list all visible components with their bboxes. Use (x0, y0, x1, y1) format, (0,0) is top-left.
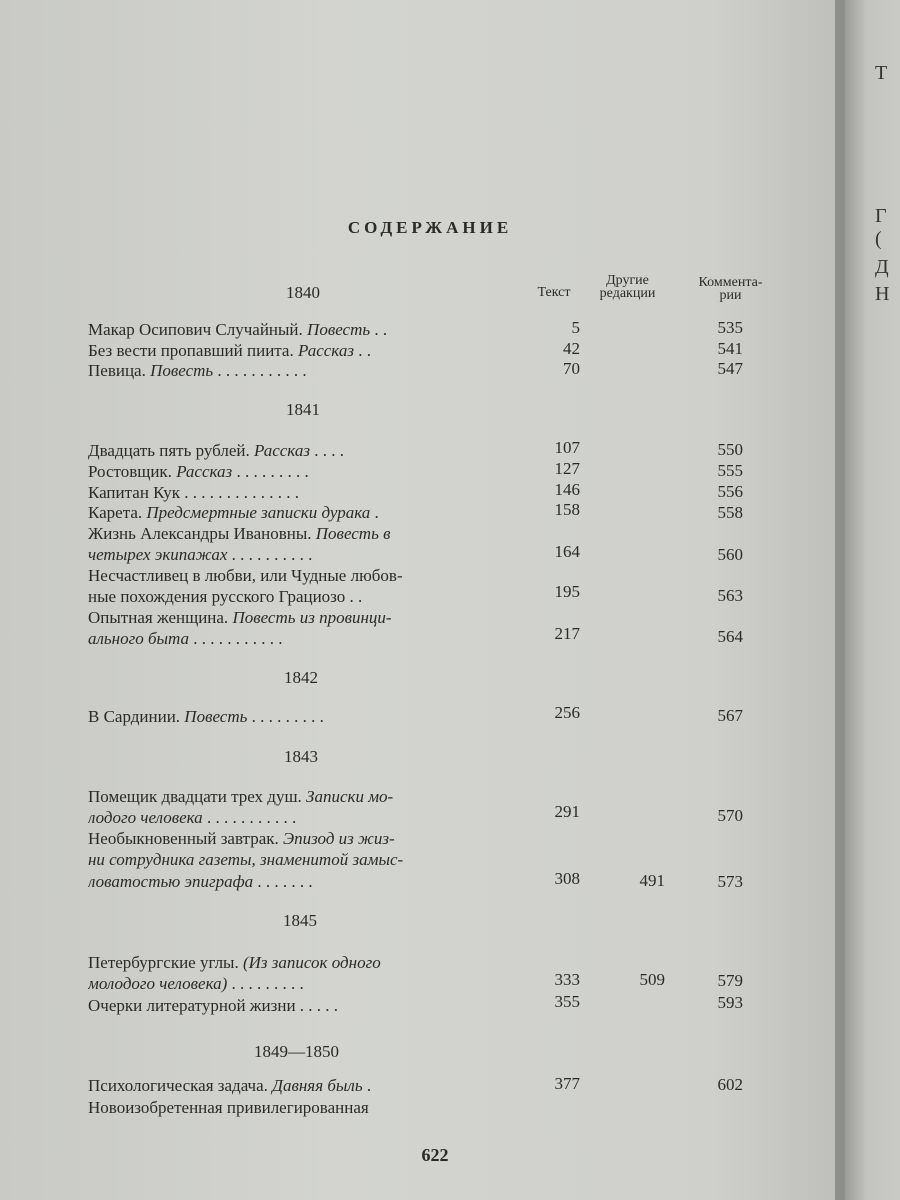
adjacent-page-edge (845, 0, 900, 1200)
comment-page-number: 573 (717, 872, 743, 891)
column-header-comments (678, 276, 783, 302)
page-number: 622 (421, 1145, 449, 1165)
comment-page-number: 550 (717, 440, 743, 459)
comment-page-number: 547 (717, 359, 743, 378)
comment-page-number: 602 (717, 1075, 743, 1094)
comment-page-number: 593 (717, 993, 743, 1012)
comment-page-number: 570 (717, 806, 743, 825)
other-edition-page-number: 509 (639, 970, 665, 989)
text-page-number: 158 (554, 500, 580, 519)
text-page-number: 42 (563, 339, 580, 358)
toc-entry-line: Певица. Повесть . . . . . . . . . . . (88, 361, 307, 380)
text-page-number: 107 (554, 438, 580, 457)
year-heading: 1842 (284, 668, 318, 687)
toc-entry-line: ные похождения русского Грациозо . . (88, 587, 363, 606)
year-heading: 1845 (283, 911, 317, 930)
comment-page-number: 579 (717, 971, 743, 990)
adjacent-page-fragment: Т (875, 62, 888, 84)
toc-entry-line: Опытная женщина. Повесть из провинци- (88, 608, 392, 627)
toc-entry-line: Очерки литературной жизни . . . . . (88, 996, 339, 1015)
adjacent-page-fragment: Н (875, 283, 890, 305)
text-page-number: 146 (554, 480, 580, 499)
toc-entry-line: Новоизобретенная привилегированная (88, 1098, 369, 1117)
adjacent-page-fragment: Г (875, 205, 887, 227)
comment-page-number: 560 (717, 545, 743, 564)
comment-page-number: 564 (717, 627, 743, 646)
year-heading: 1843 (284, 747, 318, 766)
toc-entry-line: В Сардинии. Повесть . . . . . . . . . (88, 707, 324, 726)
comment-page-number: 541 (717, 339, 743, 358)
adjacent-page-fragment: ( (875, 228, 882, 250)
toc-entry-line: Петербургские углы. (Из записок одного (88, 953, 381, 972)
text-page-number: 164 (554, 542, 580, 561)
text-page-number: 195 (554, 582, 580, 601)
other-edition-page-number: 491 (639, 871, 665, 890)
comment-page-number: 567 (717, 706, 743, 725)
column-header-text (528, 286, 580, 299)
column-header-other-editions (585, 274, 670, 300)
toc-entry-line: молодого человека) . . . . . . . . . (88, 974, 304, 993)
year-heading: 1841 (286, 400, 320, 419)
toc-entry-line: Макар Осипович Случайный. Повесть . . (88, 320, 388, 339)
toc-entry-line: Необыкновенный завтрак. Эпизод из жиз- (88, 829, 395, 848)
comment-page-number: 558 (717, 503, 743, 522)
toc-entry-line: четырех экипажах . . . . . . . . . . (88, 545, 313, 564)
toc-entry-line: ального быта . . . . . . . . . . . (88, 629, 283, 648)
text-page-number: 256 (554, 703, 580, 722)
toc-entry-line: ни сотрудника газеты, знаменитой замыс- (88, 850, 404, 869)
text-page-number: 355 (554, 992, 580, 1011)
toc-entry-line: Помещик двадцати трех душ. Записки мо- (88, 787, 394, 806)
column-header-other-l1: Другие (606, 273, 649, 288)
page-title: СОДЕРЖАНИЕ (347, 218, 513, 237)
text-page-number: 333 (554, 970, 580, 989)
year-heading: 1849—1850 (254, 1042, 339, 1061)
comment-page-number: 555 (717, 461, 743, 480)
text-page-number: 127 (554, 459, 580, 478)
year-heading: 1840 (286, 283, 320, 302)
text-page-number: 217 (554, 624, 580, 643)
comment-page-number: 535 (717, 318, 743, 337)
column-header-comm-l2: рии (719, 288, 742, 303)
toc-entry-line: Двадцать пять рублей. Рассказ . . . . (88, 441, 344, 460)
text-page-number: 291 (554, 802, 580, 821)
toc-entry-line: Без вести пропавший пиита. Рассказ . . (88, 341, 371, 360)
text-page-number: 377 (554, 1074, 580, 1093)
comment-page-number: 556 (717, 482, 743, 501)
comment-page-number: 563 (717, 586, 743, 605)
toc-entry-line: Карета. Предсмертные записки дурака . (88, 503, 379, 522)
text-page-number: 70 (563, 359, 580, 378)
toc-entry-line: ловатостью эпиграфа . . . . . . . (88, 872, 313, 891)
toc-entry-line: Жизнь Александры Ивановны. Повесть в (88, 524, 391, 543)
toc-entry-line: Несчастливец в любви, или Чудные любов- (88, 566, 403, 585)
text-page-number: 308 (554, 869, 580, 888)
toc-entry-line: Ростовщик. Рассказ . . . . . . . . . (88, 462, 309, 481)
adjacent-page-fragment: Д (875, 256, 889, 278)
column-header-text-label: Текст (537, 285, 571, 300)
text-page-number: 5 (571, 318, 580, 337)
toc-entry-line: Капитан Кук . . . . . . . . . . . . . . (88, 483, 299, 502)
toc-entry-line: лодого человека . . . . . . . . . . . (88, 808, 297, 827)
toc-entry-line: Психологическая задача. Давняя быль . (88, 1076, 372, 1095)
column-header-other-l2: редакции (599, 286, 656, 301)
column-header-comm-l1: Коммента- (698, 275, 763, 290)
